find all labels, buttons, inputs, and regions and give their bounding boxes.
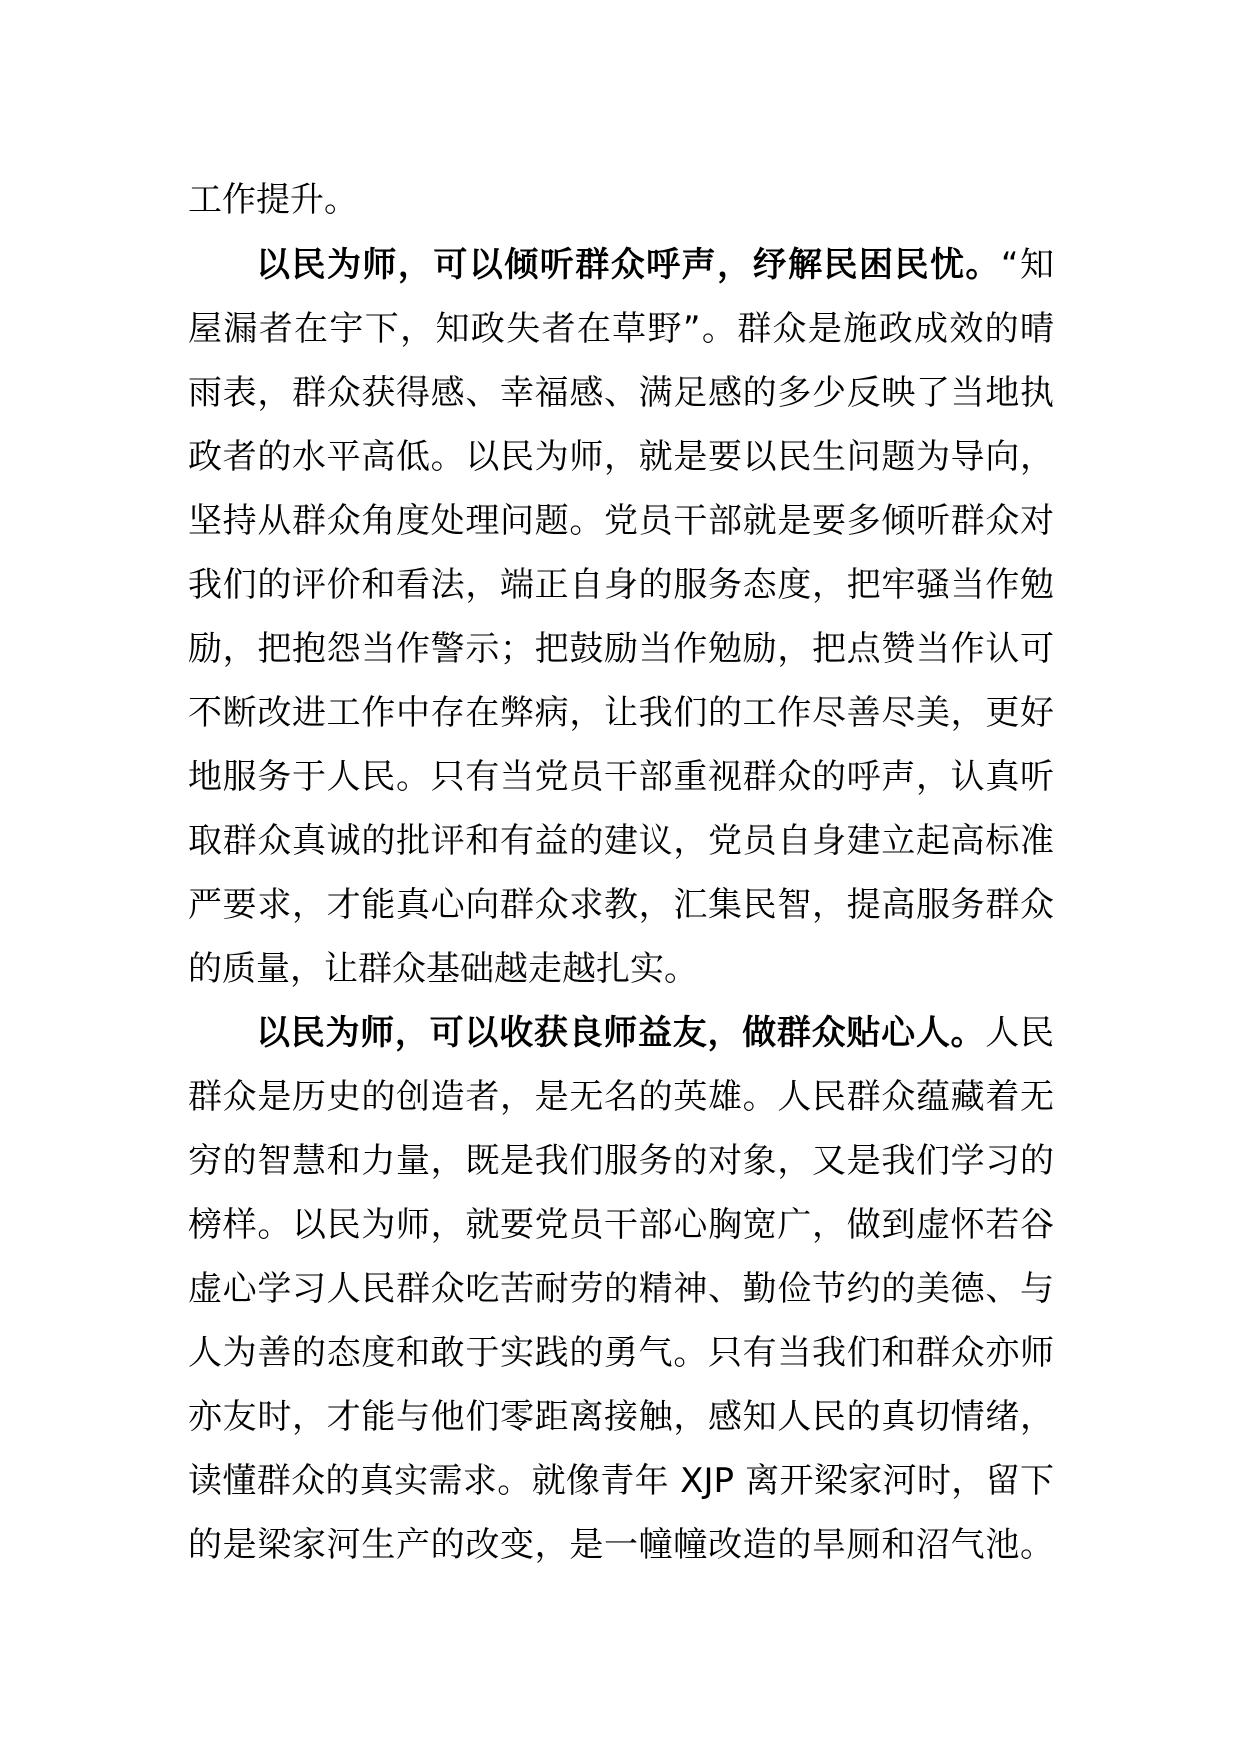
document-page	[188, 0, 1054, 1754]
text-line: 的是梁家河生产的改变，是一幢幢改造的旱厕和沼气池。	[188, 1525, 1054, 1565]
text-line: 屋漏者在宇下，知政失者在草野”。群众是施政成效的晴	[188, 309, 1054, 349]
text-line: 坚持从群众角度处理问题。党员干部就是要多倾听群众对	[188, 501, 1054, 541]
text-line: 工作提升。	[188, 180, 358, 220]
text-line: 地服务于人民。只有当党员干部重视群众的呼声，认真听	[188, 757, 1054, 797]
text-line: 严要求，才能真心向群众求教，汇集民智，提高服务群众	[188, 885, 1054, 925]
text-line: 我们的评价和看法，端正自身的服务态度，把牢骚当作勉	[188, 565, 1054, 605]
text-fragment: 人民	[985, 1013, 1055, 1053]
text-line: 亦友时，才能与他们零距离接触，感知人民的真切情绪，	[188, 1397, 1054, 1437]
text-line: 政者的水平高低。以民为师，就是要以民生问题为导向，	[188, 437, 1054, 477]
text-line: 励，把抱怨当作警示；把鼓励当作勉励，把点赞当作认可	[188, 629, 1054, 669]
text-line: 雨表，群众获得感、幸福感、满足感的多少反映了当地执	[188, 373, 1054, 413]
paragraph-heading-line	[188, 1008, 1054, 1058]
text-line: 虚心学习人民群众吃苦耐劳的精神、勤俭节约的美德、与	[188, 1269, 1054, 1309]
text-line: 穷的智慧和力量，既是我们服务的对象，又是我们学习的	[188, 1141, 1054, 1181]
paragraph-heading: 以民为师，可以收获良师益友，做群众贴心人。	[256, 1013, 986, 1053]
text-fragment: “知	[1000, 245, 1054, 285]
text-line: 人为善的态度和敢于实践的勇气。只有当我们和群众亦师	[188, 1333, 1054, 1373]
text-line: 群众是历史的创造者，是无名的英雄。人民群众蕴藏着无	[188, 1077, 1054, 1117]
text-line: 读懂群众的真实需求。就像青年 XJP 离开梁家河时，留下	[188, 1461, 1054, 1501]
text-line: 不断改进工作中存在弊病，让我们的工作尽善尽美，更好	[188, 693, 1054, 733]
paragraph-heading: 以民为师，可以倾听群众呼声，纾解民困民忧。	[256, 245, 1001, 285]
text-line: 榜样。以民为师，就要党员干部心胸宽广，做到虚怀若谷	[188, 1205, 1054, 1245]
text-line: 的质量，让群众基础越走越扎实。	[188, 949, 698, 989]
text-line: 取群众真诚的批评和有益的建议，党员自身建立起高标准	[188, 821, 1054, 861]
paragraph-heading-line	[188, 240, 1054, 290]
